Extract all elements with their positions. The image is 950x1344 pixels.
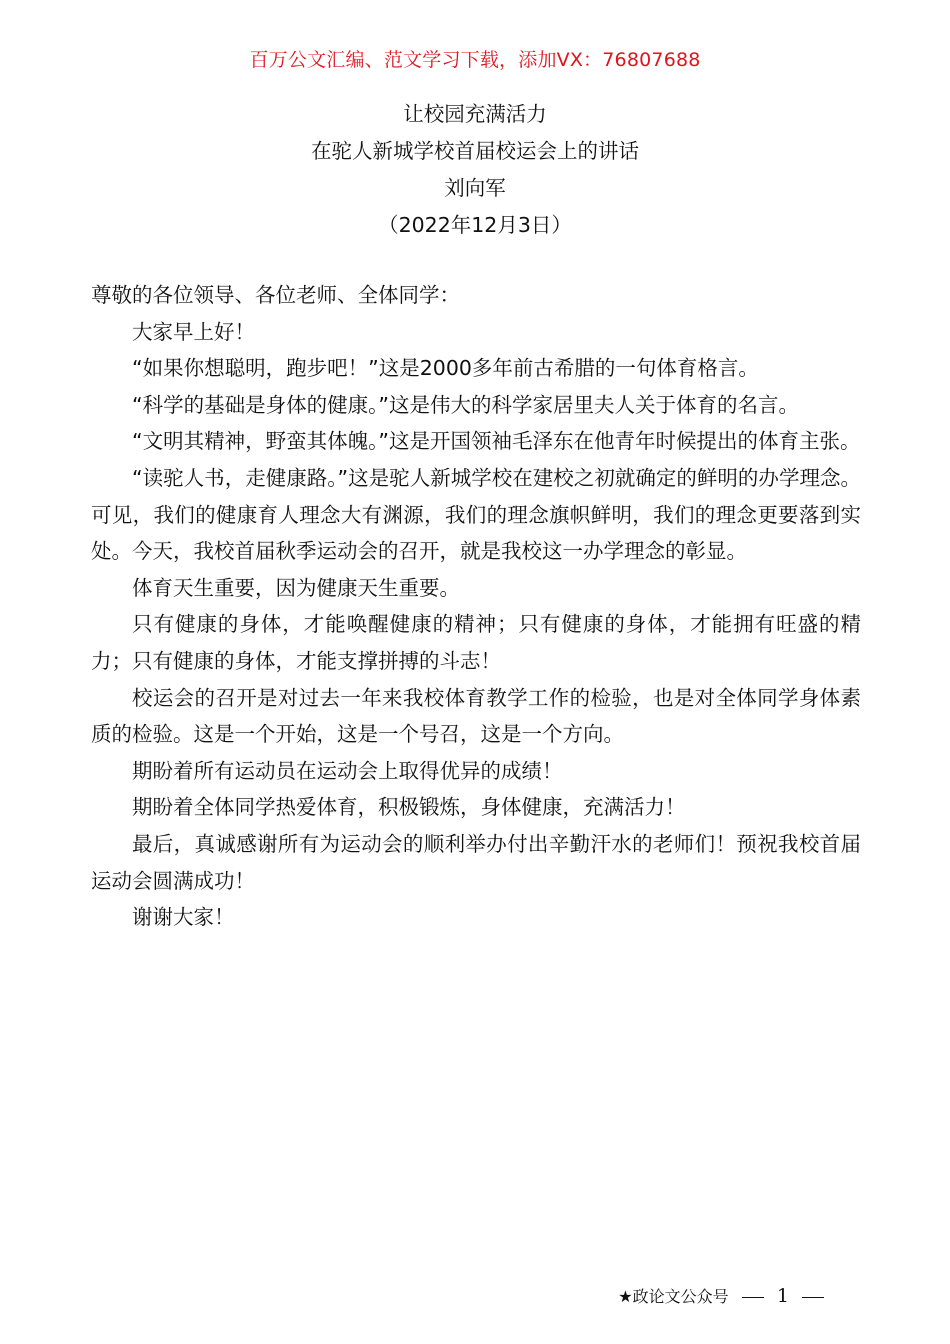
paragraph-curie-quote: “科学的基础是身体的健康。”这是伟大的科学家居里夫人关于体育的名言。 (132, 392, 799, 417)
paragraph-closing: 谢谢大家！ (132, 905, 235, 930)
paragraph-games-purpose: 校运会的召开是对过去一年来我校体育教学工作的检验，也是对全体同学身体素质的检验。这是一个开始，这是一个号召，这是一个方向。 (91, 685, 861, 747)
paragraph-sport-importance: 体育天生重要，因为健康天生重要。 (132, 575, 460, 600)
footer-dash-left (742, 1297, 764, 1298)
document-subtitle: 在驼人新城学校首届校运会上的讲话 (311, 139, 639, 163)
salutation: 尊敬的各位领导、各位老师、全体同学： (91, 283, 460, 307)
footer-dash-right (802, 1297, 824, 1298)
promo-banner: 百万公文汇编、范文学习下载，添加VX：76807688 (249, 49, 701, 71)
paragraph-greeting: 大家早上好！ (132, 319, 255, 344)
paragraph-students-hope: 期盼着全体同学热爱体育，积极锻炼，身体健康，充满活力！ (132, 795, 686, 820)
paragraph-greek-motto: “如果你想聪明，跑步吧！”这是2000多年前古希腊的一句体育格言。 (132, 356, 759, 381)
page-footer (618, 1282, 832, 1311)
paragraph-school-philosophy: “读驼人书，走健康路。”这是驼人新城学校在建校之初就确定的鲜明的办学理念。可见，我们的健康育人理念大有渊源，我们的理念旗帜鲜明，我们的理念更要落到实处。今天，我校首届秋季运动会的召开，就是我校这一办学理念的彰显。 (91, 465, 861, 564)
paragraph-athletes-hope: 期盼着所有运动员在运动会上取得优异的成绩！ (132, 758, 563, 783)
paragraph-thanks-teachers: 最后，真诚感谢所有为运动会的顺利举办付出辛勤汗水的老师们！预祝我校首届运动会圆满成功！ (91, 831, 861, 893)
paragraph-mao-quote: “文明其精神，野蛮其体魄。”这是开国领袖毛泽东在他青年时候提出的体育主张。 (132, 429, 861, 454)
speech-body (91, 277, 861, 936)
page-number: 1 (776, 1285, 789, 1307)
title-block (0, 96, 950, 244)
speech-date: （2022年12月3日） (378, 213, 572, 237)
author-name: 刘向军 (444, 176, 506, 200)
footer-source: ★政论文公众号 (618, 1287, 729, 1306)
document-title: 让校园充满活力 (403, 102, 547, 126)
paragraph-healthy-body: 只有健康的身体，才能唤醒健康的精神；只有健康的身体，才能拥有旺盛的精力；只有健康的身体，才能支撑拼搏的斗志！ (91, 612, 861, 673)
